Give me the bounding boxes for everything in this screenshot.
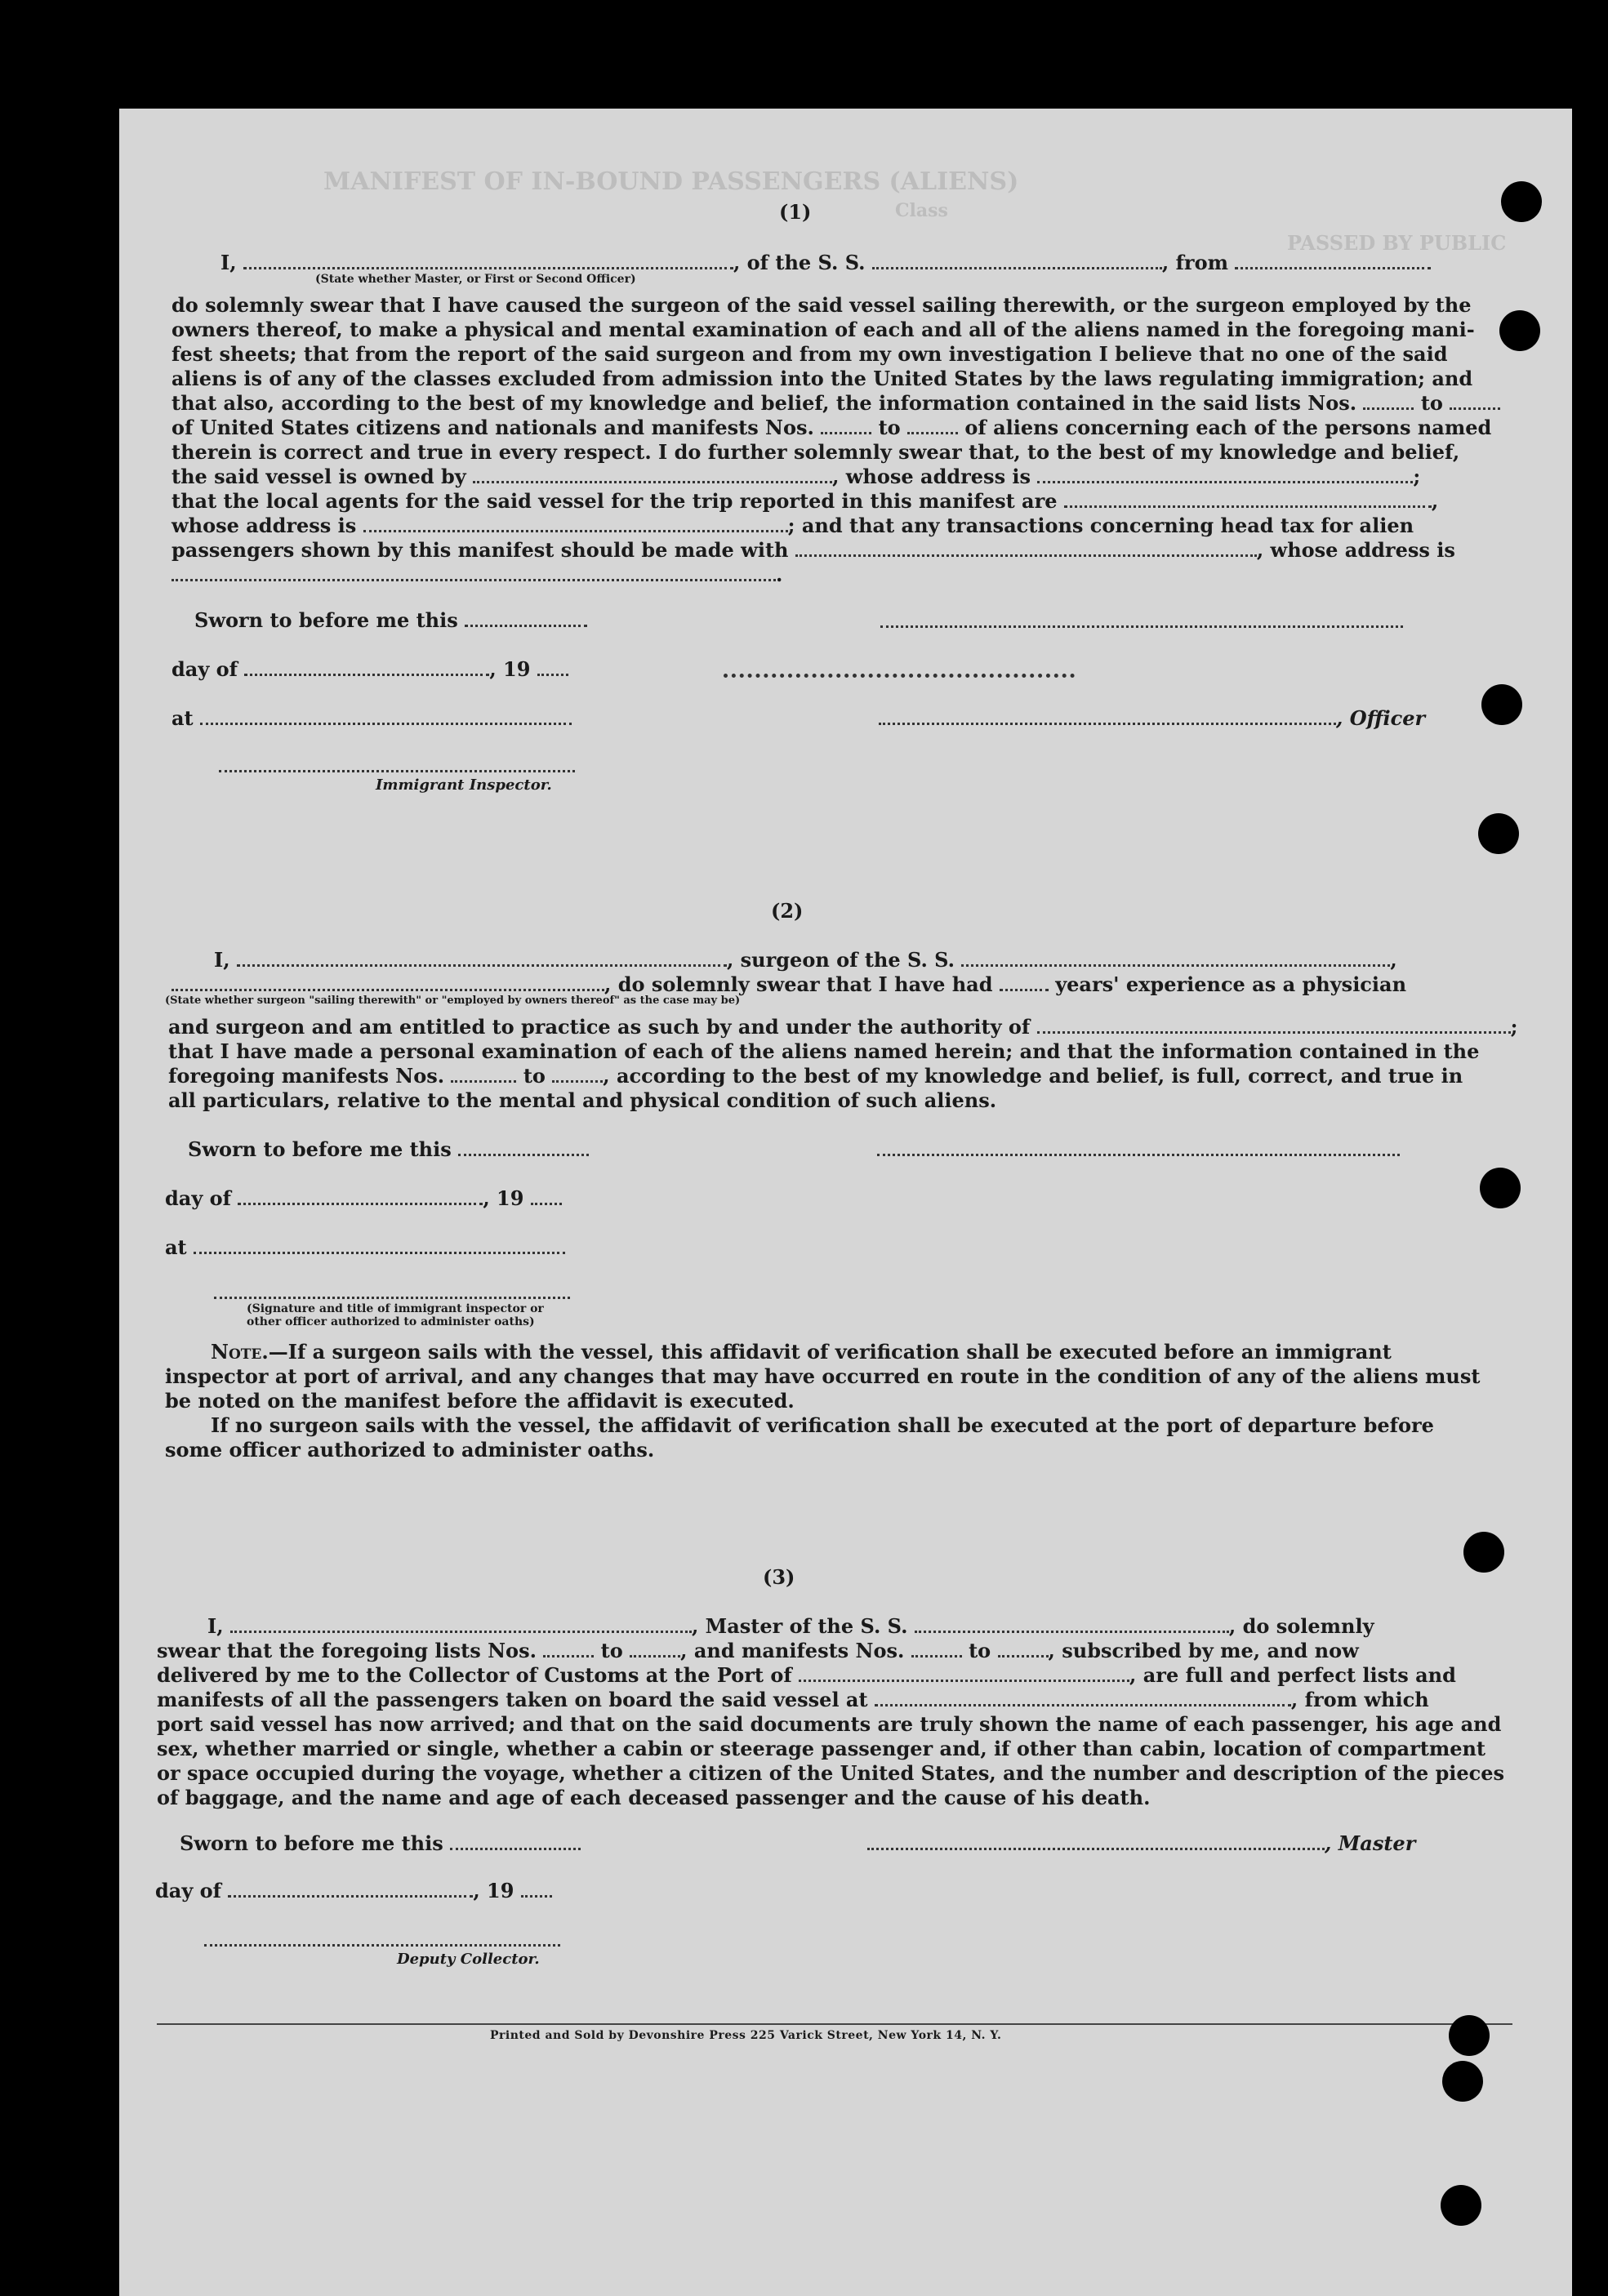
s2-day-label: day of , 19: [165, 1186, 562, 1210]
s1-sworn-field[interactable]: [465, 610, 587, 627]
s3-lists-to-field[interactable]: [630, 1640, 680, 1657]
s1-officer-name-field[interactable]: [243, 252, 733, 269]
s3-lists-from-field[interactable]: [543, 1640, 594, 1657]
s2-year-field[interactable]: [531, 1188, 562, 1205]
s3-manifests-from-field[interactable]: [911, 1640, 962, 1657]
s3-day-field[interactable]: [228, 1880, 473, 1898]
punch-hole: [1449, 2015, 1490, 2056]
punch-hole: [1442, 2061, 1483, 2102]
s1-from-field[interactable]: [1235, 252, 1431, 269]
s1-inspector-label: Immigrant Inspector.: [376, 776, 552, 794]
s3-line4: manifests of all the passengers taken on board the said vessel at , from which: [157, 1688, 1429, 1711]
s1-year-field[interactable]: [537, 659, 568, 676]
s1-at-field[interactable]: [200, 708, 572, 725]
s1-manifests-to-field[interactable]: [907, 417, 958, 434]
s2-note-paragraph-1: Note.—If a surgeon sails with the vessel, this affidavit of verification shall be executed before an immigrant inspector at port of arrival, and any changes that may have occurred en route in the condition of any of the aliens must be noted on the manifest before the affidavit is executed.: [165, 1340, 1481, 1413]
s3-departure-field[interactable]: [875, 1689, 1291, 1706]
s2-line6: all particulars, relative to the mental and physical condition of such aliens.: [168, 1088, 997, 1112]
s2-manifests-from-field[interactable]: [451, 1066, 516, 1083]
section-2-number: (2): [771, 899, 804, 923]
s1-line5: that also, according to the best of my knowledge and belief, the information contained in the said lists Nos. to: [171, 391, 1500, 415]
punch-hole: [1463, 1532, 1504, 1573]
section-1-number: (1): [779, 200, 812, 224]
manifest-back-page: [119, 109, 1572, 2296]
s2-sig-note-2: other officer authorized to administer oaths): [247, 1315, 535, 1328]
s3-line2: swear that the foregoing lists Nos. to , and manifests Nos. to , subscribed by me, and now: [157, 1639, 1359, 1662]
s2-line1: I, , surgeon of the S. S. ,: [214, 948, 1397, 972]
s3-line1: I, , Master of the S. S. , do solemnly: [207, 1614, 1374, 1638]
s2-years-field[interactable]: [1000, 974, 1049, 991]
s1-at-label: at: [171, 706, 572, 730]
s3-year-field[interactable]: [521, 1880, 552, 1898]
s1-line9: that the local agents for the said vessel for the trip reported in this manifest are ,: [171, 489, 1439, 513]
s3-deputy-line[interactable]: [204, 1944, 560, 1947]
s1-oath-paragraph: do solemnly swear that I have caused the surgeon of the said vessel sailing therewith, or the surgeon employed by the owners thereof, to make a physical and mental examination of each and all of the aliens named in the foregoing mani- fest sheets; that from the report of the said surgeon and from my own investigation I believe that no one of the said aliens is of any of the classes excluded from admission into the United States by the laws regulating immigration; and: [171, 293, 1475, 390]
s1-vessel-field[interactable]: [872, 252, 1162, 269]
s2-surgeon-name-field[interactable]: [237, 950, 727, 967]
punch-hole: [1441, 2185, 1481, 2226]
s2-line5: foregoing manifests Nos. to , according to the best of my knowledge and belief, is full, correct, and true in: [168, 1064, 1463, 1088]
punch-hole: [1499, 310, 1540, 351]
s2-at-field[interactable]: [194, 1237, 565, 1254]
s2-sworn-field[interactable]: [458, 1139, 589, 1156]
s1-line8: the said vessel is owned by , whose address is ;: [171, 465, 1421, 488]
s1-owner-address-field[interactable]: [1037, 466, 1413, 483]
s1-officer-signature-field[interactable]: [879, 708, 1336, 725]
s3-sworn-field[interactable]: [450, 1833, 581, 1850]
punch-hole: [1481, 684, 1522, 725]
s2-day-field[interactable]: [238, 1188, 483, 1205]
s1-lists-to-field[interactable]: [1450, 393, 1500, 410]
s2-surgeon-note: (State whether surgeon "sailing therewith" or "employed by owners thereof" as the case may be): [165, 994, 741, 1007]
punch-hole: [1480, 1168, 1521, 1208]
footer-rule: [157, 2023, 1512, 2025]
s2-authority-field[interactable]: [1037, 1017, 1511, 1034]
s3-sworn-label: Sworn to before me this: [180, 1831, 581, 1855]
s1-manifests-from-field[interactable]: [821, 417, 871, 434]
s3-master-sig: , Master: [867, 1831, 1415, 1855]
s2-vessel-field[interactable]: [961, 950, 1390, 967]
s1-line1: I, , of the S. S. , from: [220, 251, 1431, 274]
s2-sworn-label: Sworn to before me this: [188, 1137, 589, 1161]
s3-master-name-field[interactable]: [230, 1616, 692, 1633]
s1-day-field[interactable]: [244, 659, 489, 676]
s1-line6: of United States citizens and nationals and manifests Nos. to of aliens concerning each of the persons named: [171, 416, 1492, 439]
punch-hole: [1478, 813, 1519, 854]
s3-line3: delivered by me to the Collector of Customs at the Port of , are full and perfect lists and: [157, 1663, 1456, 1687]
faded-header-class: Class: [895, 200, 948, 221]
s1-agents-field[interactable]: [1064, 491, 1432, 508]
s1-headtax-address-field[interactable]: [171, 564, 776, 581]
s1-agents-address-field[interactable]: [363, 515, 788, 532]
s2-line4: that I have made a personal examination of each of the aliens named herein; and that the information contained in the: [168, 1039, 1480, 1063]
s1-officer-sig: , Officer: [879, 706, 1425, 730]
s2-inspector-line[interactable]: [214, 1297, 570, 1299]
printer-imprint: Printed and Sold by Devonshire Press 225 Varick Street, New York 14, N. Y.: [490, 2029, 1002, 2042]
s1-line7: therein is correct and true in every respect. I do further solemnly swear that, to the best of my knowledge and belief,: [171, 440, 1460, 464]
punch-hole: [1501, 181, 1542, 222]
s3-port-field[interactable]: [799, 1665, 1129, 1682]
s2-line3: and surgeon and am entitled to practice as such by and under the authority of ;: [168, 1015, 1518, 1039]
s2-manifests-to-field[interactable]: [552, 1066, 603, 1083]
s2-signature-line[interactable]: [877, 1154, 1400, 1156]
s1-line12: .: [171, 563, 782, 586]
s1-day-label: day of , 19: [171, 657, 568, 681]
section-3-number: (3): [763, 1565, 795, 1589]
s1-inspector-line[interactable]: [219, 770, 575, 772]
s1-line10: whose address is ; and that any transactions concerning head tax for alien: [171, 514, 1414, 537]
s1-officer-note: (State whether Master, or First or Second Officer): [315, 273, 636, 286]
s3-deputy-label: Deputy Collector.: [397, 1951, 540, 1968]
s1-lists-from-field[interactable]: [1363, 393, 1414, 410]
s2-at-label: at: [165, 1235, 565, 1259]
s3-manifests-to-field[interactable]: [998, 1640, 1049, 1657]
s3-master-signature-field[interactable]: [867, 1833, 1325, 1850]
s3-vessel-field[interactable]: [915, 1616, 1229, 1633]
faded-header-passed: PASSED BY PUBLIC: [1287, 231, 1507, 255]
s2-surgeon-status-field[interactable]: [171, 974, 604, 991]
s1-dotted-row: [724, 659, 1075, 683]
s2-note-paragraph-2: If no surgeon sails with the vessel, the affidavit of verification shall be executed at the port of departure before some officer authorized to administer oaths.: [165, 1413, 1434, 1462]
s1-headtax-field[interactable]: [795, 540, 1257, 557]
s1-sworn-label: Sworn to before me this: [194, 608, 587, 632]
faded-header-title: MANIFEST OF IN-BOUND PASSENGERS (ALIENS): [323, 167, 1019, 196]
s2-sig-note-1: (Signature and title of immigrant inspector or: [247, 1302, 544, 1315]
s2-line2: , do solemnly swear that I have had years' experience as a physician: [171, 972, 1406, 996]
s1-line11: passengers shown by this manifest should be made with , whose address is: [171, 538, 1455, 562]
s1-signature-line-1[interactable]: [880, 625, 1403, 628]
s1-signature-line-2[interactable]: [724, 659, 1075, 678]
s3-day-label: day of , 19: [155, 1879, 552, 1902]
s1-owner-field[interactable]: [473, 466, 832, 483]
s3-oath-paragraph: port said vessel has now arrived; and that on the said documents are truly shown the name of each passenger, his age and sex, whether married or single, whether a cabin or steerage passenger and, if other than cabin, location of compartment or space occupied during the voyage, whether a citizen of the United States, and the number and description of the pieces of baggage, and the name and age of each deceased passenger and the cause of his death.: [157, 1712, 1505, 1809]
